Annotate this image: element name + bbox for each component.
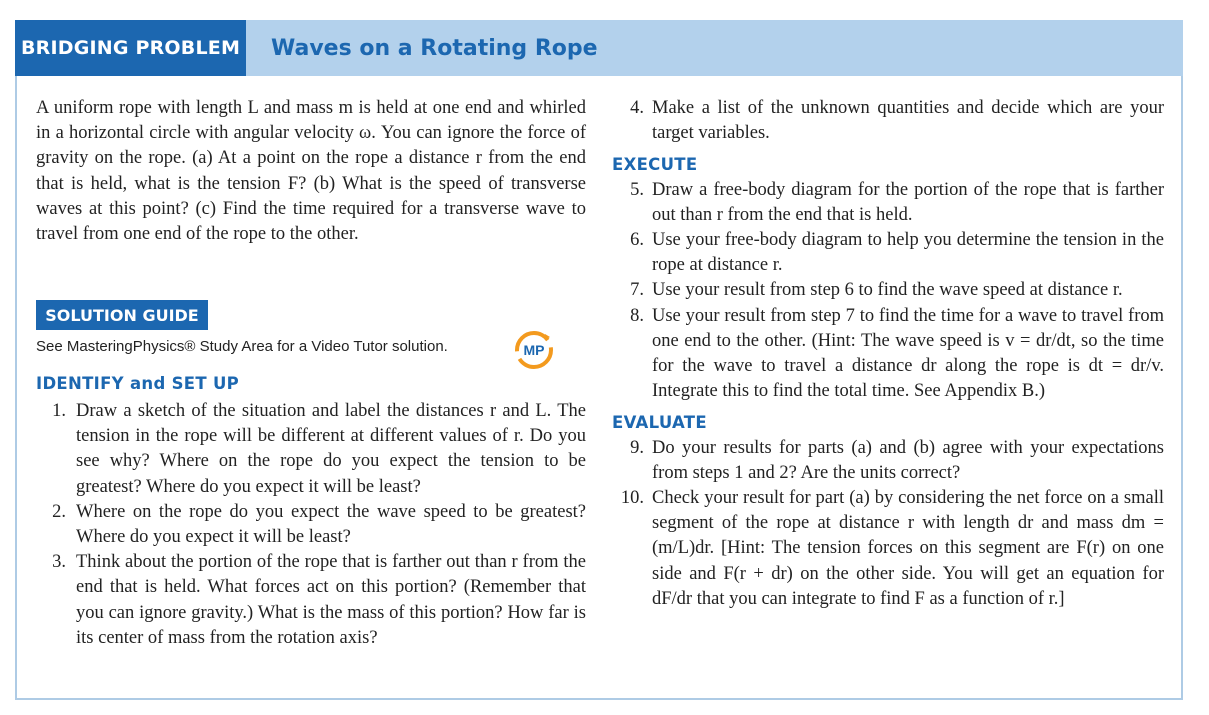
execute-heading: EXECUTE — [612, 155, 698, 175]
solution-guide-badge: SOLUTION GUIDE — [36, 300, 208, 330]
setup-steps-cont — [612, 96, 1164, 146]
problem-title: Waves on a Rotating Rope — [271, 35, 598, 61]
step-item — [612, 178, 1164, 228]
step-text: Use your result from step 7 to find the time for a wave to travel from one end to the other. (Hint: The wave speed is v = dr/dt, so the time for the wave to travel a distance dr along the rope is dt = dr/v. Integrate this to find the total time. See Appendix B.) — [652, 305, 1164, 402]
step-number: 4. — [630, 98, 644, 118]
step-item — [36, 399, 586, 500]
step-text: Check your result for part (a) by considering the net force on a small segment of the rope at distance r with length dr and mass dm = (m/L)dr. [Hint: The tension forces on this segment are F(r) on one side and F(r + dr) on the other side. You will get an equation for dF/dr that you can integrate to find F as a function of r.] — [652, 488, 1164, 609]
mp-note-text: See MasteringPhysics® Study Area for a Video Tutor solution. — [36, 338, 448, 355]
step-number: 7. — [630, 280, 644, 301]
step-number: 10. — [620, 488, 644, 509]
problem-type-label: BRIDGING PROBLEM — [15, 20, 246, 76]
step-text: Use your result from step 6 to find the wave speed at distance r. — [652, 280, 1123, 301]
step-number: 3. — [52, 552, 66, 573]
step-text: Draw a free-body diagram for the portion of the rope that is farther out than r from the end that is held. — [652, 179, 1164, 225]
step-text: Do your results for parts (a) and (b) agree with your expectations from steps 1 and 2? Are the units correct? — [652, 437, 1164, 483]
step-number: 2. — [52, 501, 66, 522]
step-item — [612, 278, 1164, 303]
problem-statement — [36, 96, 586, 247]
step-number: 1. — [52, 401, 66, 421]
step-item — [612, 228, 1164, 278]
step-text: Make a list of the unknown quantities and decide which are your target variables. — [652, 98, 1164, 144]
step-item — [36, 500, 586, 550]
mastering-physics-note[interactable] — [36, 338, 448, 355]
step-number: 6. — [630, 230, 644, 251]
step-item — [36, 550, 586, 651]
mp-logo-text: MP — [523, 342, 545, 358]
intro-text: A uniform rope with length L and mass m is held at one end and whirled in a horizontal circle with angular velocity ω. You can ignore the force of gravity on the rope. (a) At a point on the rope a distance r from the end that is held, what is the tension F? (b) What is the speed of transverse waves at this point? (c) Find the time required for a transverse wave to travel from one end of the rope to the other. — [36, 98, 586, 245]
step-text: Where on the rope do you expect the wave speed to be greatest? Where do you expect it will be least? — [76, 501, 586, 548]
execute-steps — [612, 178, 1164, 405]
step-number: 5. — [630, 179, 644, 200]
right-column — [612, 96, 1164, 612]
evaluate-steps — [612, 436, 1164, 612]
step-item — [612, 96, 1164, 146]
step-item — [612, 436, 1164, 486]
step-number: 9. — [630, 437, 644, 458]
step-text: Think about the portion of the rope that is farther out than r from the end that is held. What forces act on this portion? (Remember that you can ignore gravity.) What is the mass of this portion? How far is its center of mass from the rotation axis? — [76, 552, 586, 648]
step-item — [612, 304, 1164, 405]
step-item — [612, 486, 1164, 612]
identify-heading: IDENTIFY and SET UP — [36, 374, 240, 393]
step-text: Draw a sketch of the situation and label the distances r and L. The tension in the rope will be different at different values of r. Do you see why? Where on the rope do you expect the tension to be greatest? Where do you expect it will be least? — [76, 401, 586, 497]
identify-steps — [36, 399, 586, 651]
mp-logo-icon[interactable] — [512, 328, 556, 372]
evaluate-heading: EVALUATE — [612, 413, 707, 433]
step-text: Use your free-body diagram to help you determine the tension in the rope at distance r. — [652, 230, 1164, 276]
step-number: 8. — [630, 305, 644, 326]
